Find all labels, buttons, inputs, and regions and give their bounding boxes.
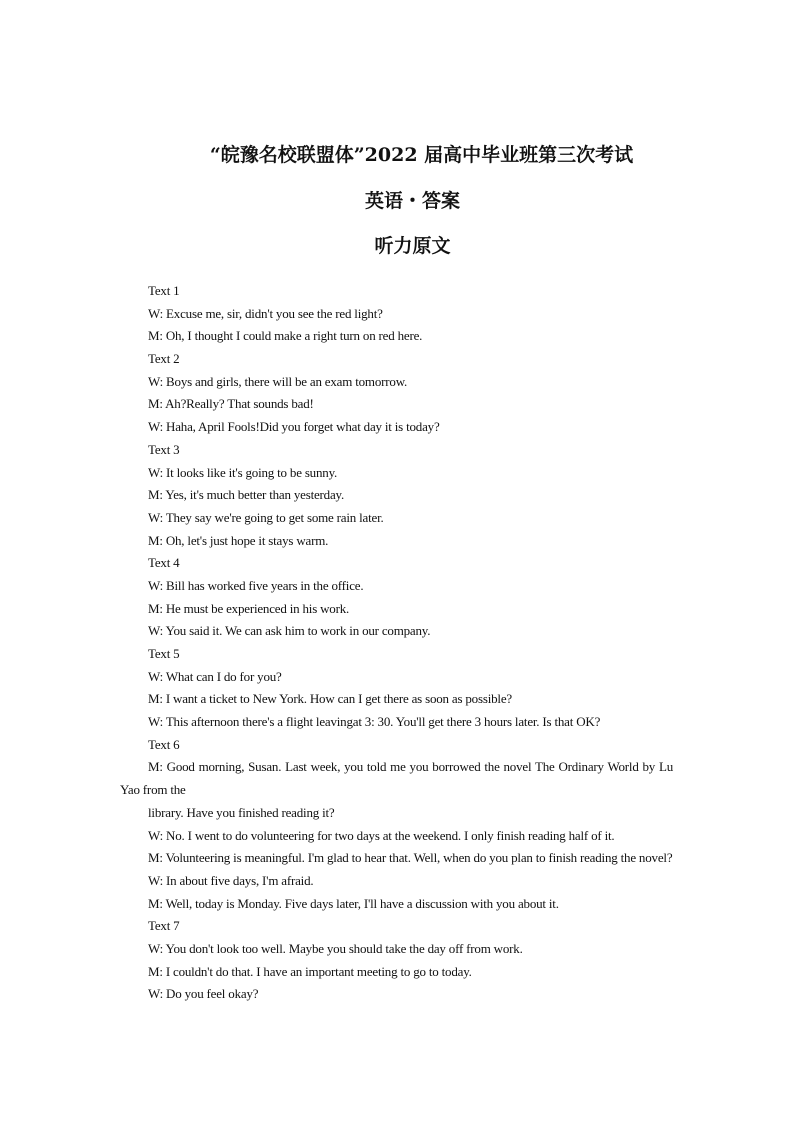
- transcript-line: M: Volunteering is meaningful. I'm glad to hear that. Well, when do you plan to finish reading the novel?: [148, 850, 673, 866]
- dialogue-label: Text 1: [148, 283, 180, 298]
- dialogue-label: Text 2: [148, 351, 180, 367]
- transcript-line: M: Well, today is Monday. Five days later, I'll have a discussion with you about it.: [148, 895, 559, 911]
- transcript-line: W: In about five days, I'm afraid.: [148, 872, 314, 888]
- transcript-line: M: I want a ticket to New York. How can I get there as soon as possible?: [148, 691, 512, 707]
- transcript-line: M: Oh, let's just hope it stays warm.: [148, 532, 329, 548]
- transcript-line: M: Yes, it's much better than yesterday.: [148, 487, 345, 503]
- transcript-line: library. Have you finished reading it?: [148, 804, 335, 820]
- document-subtitle: 英语・答案: [364, 190, 460, 212]
- transcript-line: W: Excuse me, sir, didn't you see the red light?: [148, 305, 383, 321]
- transcript-line: M: I couldn't do that. I have an important meeting to go to today.: [148, 963, 472, 979]
- transcript-line: W: You don't look too well. Maybe you should take the day off from work.: [148, 940, 523, 956]
- transcript-line: W: No. I went to do volunteering for two days at the weekend. I only finish reading half of it.: [148, 827, 615, 843]
- transcript-line: W: You said it. We can ask him to work in our company.: [148, 623, 431, 639]
- dialogue-label: Text 5: [148, 646, 180, 661]
- transcript-line: W: Bill has worked five years in the office.: [148, 577, 364, 593]
- transcript-line: M: Good morning, Susan. Last week, you told me you borrowed the novel The Ordinary World by Lu Yao from the: [120, 759, 673, 798]
- transcript-line: W: It looks like it's going to be sunny.: [148, 464, 338, 480]
- transcript-line: W: Haha, April Fools!Did you forget what day it is today?: [148, 419, 440, 435]
- section-heading: 听力原文: [374, 235, 451, 257]
- transcript-line: W: What can I do for you?: [148, 668, 282, 684]
- dialogue-label: Text 7: [148, 918, 180, 934]
- dialogue-label: Text 3: [148, 441, 180, 457]
- document-title: “皖豫名校联盟体”2022 届高中毕业班第三次考试: [209, 144, 634, 166]
- transcript-line: M: He must be experienced in his work.: [148, 600, 350, 616]
- dialogue-label: Text 6: [148, 736, 180, 752]
- dialogue-label: Text 4: [148, 555, 180, 571]
- transcript-line: M: Oh, I thought I could make a right turn on red here.: [148, 328, 423, 344]
- transcript-line: W: Boys and girls, there will be an exam tomorrow.: [148, 373, 408, 389]
- transcript-body: [120, 280, 673, 1006]
- transcript-line: M: Ah?Really? That sounds bad!: [148, 396, 314, 412]
- transcript-line: W: They say we're going to get some rain later.: [148, 509, 384, 525]
- transcript-line: W: This afternoon there's a flight leavingat 3: 30. You'll get there 3 hours later. Is that OK?: [148, 714, 601, 730]
- transcript-line: W: Do you feel okay?: [148, 986, 259, 1002]
